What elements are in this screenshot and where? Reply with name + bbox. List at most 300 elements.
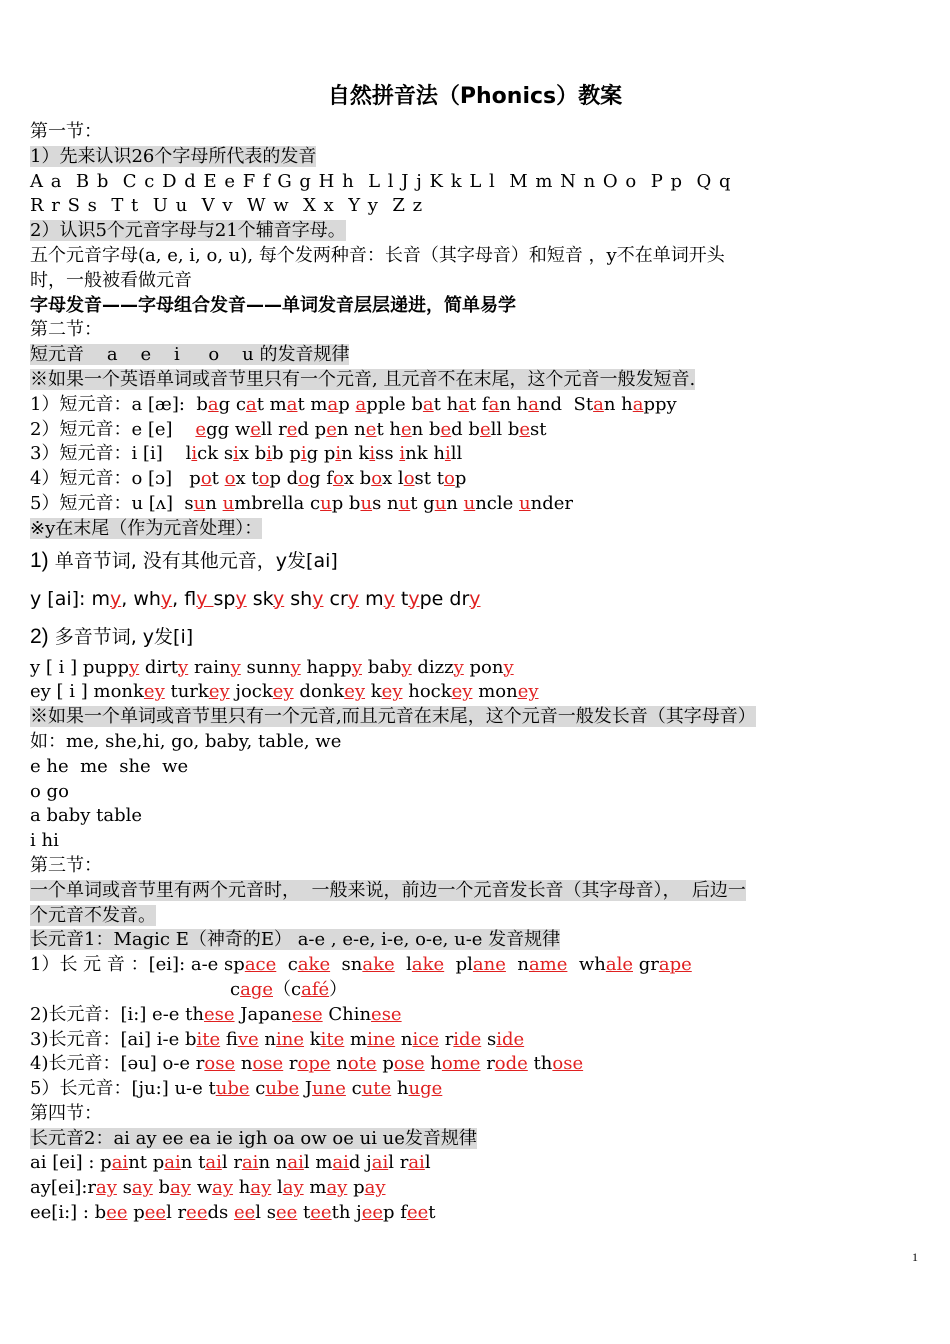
- highlighted-letters: a: [327, 393, 339, 415]
- highlighted-letters: ay: [170, 1177, 191, 1199]
- text-line: [30, 442, 920, 467]
- highlighted-letters: o: [224, 468, 236, 490]
- line-text: 单音节词, 没有其他元音，y发[ai]: [48, 549, 338, 572]
- line-text: 第一节：: [30, 121, 102, 142]
- highlighted-letters: y: [290, 656, 301, 678]
- highlighted-letters: y: [347, 587, 360, 610]
- highlighted-letters: ey: [517, 681, 539, 703]
- text-line: [30, 854, 920, 879]
- highlighted-letters: ai: [287, 1152, 304, 1174]
- text-line: [30, 1077, 920, 1102]
- line-text: rain: [188, 656, 231, 678]
- highlighted-letters: ive: [237, 1028, 259, 1050]
- line-text: 多音节词, y发[i]: [48, 625, 194, 648]
- line-text: ss: [375, 443, 400, 465]
- line-text: 2)长元音：[i:] e-e th: [30, 1003, 204, 1025]
- line-text: happ: [300, 656, 352, 678]
- highlighted-letters: ai: [408, 1152, 425, 1174]
- line-text: r: [438, 1028, 454, 1050]
- line-text: （c: [273, 978, 302, 1000]
- line-text: 时，一般被看做元音: [30, 269, 192, 291]
- line-text: n h: [499, 393, 529, 415]
- highlighted-letters: ose: [393, 1053, 425, 1075]
- line-text: l r: [166, 1202, 187, 1224]
- line-text: nt p: [128, 1152, 165, 1174]
- highlighted-letters: ace: [244, 954, 277, 976]
- highlighted-letters: y: [401, 656, 412, 678]
- highlighted-letters: ay: [131, 1177, 153, 1199]
- line-text: 字母发音——字母组合发音——单词发音层层递进，简单易学: [30, 294, 516, 316]
- highlighted-letters: ai: [371, 1152, 389, 1174]
- highlighted-letters: o: [200, 468, 212, 490]
- line-text: a baby table: [30, 805, 143, 827]
- line-text: ppy: [643, 393, 677, 415]
- line-text: m: [303, 1177, 327, 1199]
- line-text: 五个元音字母(a, e, i, o, u), 每个发两种音：长音（其字母音）和短音 ，y不在单词开头: [30, 244, 725, 266]
- highlighted-letters: ee: [276, 1202, 298, 1224]
- text-line: [30, 730, 920, 755]
- highlighted-letters: ey: [344, 681, 366, 703]
- highlighted-letters: ai: [332, 1152, 349, 1174]
- text-line: [30, 829, 920, 854]
- text-line: [30, 953, 920, 978]
- text-line: [30, 492, 920, 517]
- line-text: t: [297, 1202, 311, 1224]
- line-text: th: [527, 1053, 553, 1075]
- line-text: nd St: [538, 393, 594, 415]
- text-line: [30, 145, 920, 170]
- highlighted-letters: u: [519, 492, 531, 514]
- line-text: ai [ei] : p: [30, 1152, 112, 1174]
- text-line: [30, 804, 920, 829]
- highlighted-letters: ane: [472, 954, 506, 976]
- line-text: turk: [164, 681, 209, 703]
- highlighted-letters: y: [235, 587, 247, 610]
- highlighted-letters: y: [383, 587, 395, 610]
- line-text: t: [428, 1202, 436, 1224]
- line-text: ll r: [260, 418, 287, 440]
- line-text: hock: [402, 681, 452, 703]
- line-text: sunn: [240, 656, 291, 678]
- line-text: , fl: [172, 587, 197, 610]
- text-line: [30, 904, 920, 929]
- line-text: sh: [284, 587, 313, 610]
- line-text: h: [233, 1177, 251, 1199]
- line-text: st t: [414, 468, 444, 490]
- line-text: p: [127, 1202, 145, 1224]
- highlighted-letters: ee: [106, 1202, 128, 1224]
- line-text: b p: [272, 443, 301, 465]
- line-text: 5）短元音：u [ʌ] s: [30, 492, 194, 514]
- line-text: ※如果一个单词或音节里只有一个元音,而且元音在末尾，这个元音一般发长音（其字母音）: [30, 706, 756, 728]
- line-text: t: [211, 468, 225, 490]
- highlighted-letters: ale: [605, 954, 633, 976]
- line-text: n n: [258, 1152, 288, 1174]
- highlighted-letters: ose: [252, 1053, 284, 1075]
- highlighted-letters: a: [286, 393, 298, 415]
- highlighted-letters: ese: [204, 1003, 235, 1025]
- line-text: c: [249, 1078, 266, 1100]
- highlighted-letters: y: [196, 587, 214, 610]
- highlighted-letters: ome: [441, 1053, 481, 1075]
- highlighted-letters: u: [463, 492, 476, 514]
- line-text: ll: [450, 443, 463, 465]
- highlighted-letters: ey: [143, 681, 165, 703]
- line-text: th j: [331, 1202, 362, 1224]
- highlighted-letters: afé: [301, 978, 330, 1000]
- text-line: [30, 418, 920, 443]
- line-text: i hi: [30, 830, 59, 852]
- highlighted-letters: ute: [361, 1078, 392, 1100]
- line-text: , wh: [121, 587, 161, 610]
- line-text: m: [344, 1028, 368, 1050]
- line-text: l r: [221, 1152, 242, 1174]
- text-line: [30, 656, 920, 681]
- highlighted-letters: e: [365, 418, 377, 440]
- text-line: [30, 1176, 920, 1201]
- line-text: r: [480, 1053, 495, 1075]
- line-text: l m: [303, 1152, 333, 1174]
- highlighted-letters: y: [129, 656, 140, 678]
- line-text: n: [505, 954, 529, 976]
- line-text: g p: [306, 443, 336, 465]
- line-text: 短元音 a e i o u 的发音规律: [30, 344, 350, 366]
- text-line: [30, 780, 920, 805]
- line-text: t: [394, 587, 409, 610]
- line-text: jock: [229, 681, 273, 703]
- line-text: 一个单词或音节里有两个元音时， 一般来说，前边一个元音发长音（其字母音）， 后边一: [30, 879, 746, 901]
- highlighted-letters: ame: [528, 954, 568, 976]
- line-text: w: [190, 1177, 213, 1199]
- page-number: 1: [912, 1250, 918, 1264]
- text-line: [30, 517, 920, 542]
- line-text: p: [376, 1053, 394, 1075]
- highlighted-letters: e: [401, 418, 412, 440]
- highlighted-letters: y: [109, 587, 122, 610]
- text-line: [30, 705, 920, 730]
- highlighted-letters: a: [528, 393, 539, 415]
- line-text: l r: [388, 1152, 409, 1174]
- highlighted-letters: a: [593, 393, 604, 415]
- highlighted-letters: ai: [205, 1152, 222, 1174]
- line-text: gg w: [206, 418, 251, 440]
- highlighted-letters: ee: [186, 1202, 208, 1224]
- line-text: m: [359, 587, 384, 610]
- line-text: n: [395, 1028, 413, 1050]
- line-text: 1）先来认识26个字母所代表的发音: [30, 145, 317, 167]
- highlighted-letters: o: [443, 468, 455, 490]
- highlighted-letters: ee: [361, 1202, 384, 1224]
- highlighted-letters: ay: [326, 1177, 348, 1199]
- highlighted-letters: y: [230, 656, 241, 678]
- highlighted-letters: ee: [406, 1202, 429, 1224]
- text-line: [30, 928, 920, 953]
- line-text: p b: [331, 492, 361, 514]
- line-text: s n: [372, 492, 399, 514]
- highlighted-letters: ake: [411, 954, 445, 976]
- line-text: mon: [472, 681, 518, 703]
- highlighted-letters: ai: [164, 1152, 181, 1174]
- line-text: sn: [330, 954, 363, 976]
- line-text: pl: [444, 954, 473, 976]
- highlighted-letters: u: [398, 492, 411, 514]
- line-text: x b: [343, 468, 372, 490]
- highlighted-letters: y: [312, 587, 324, 610]
- line-text: donk: [293, 681, 345, 703]
- highlighted-letters: ay: [250, 1177, 272, 1199]
- line-text: pon: [463, 656, 504, 678]
- line-text: ck s: [197, 443, 234, 465]
- line-text: t h: [433, 393, 459, 415]
- line-text: c: [345, 1078, 362, 1100]
- line-text: 个元音不发音。: [30, 904, 156, 926]
- line-text: s: [481, 1028, 497, 1050]
- text-line: [30, 368, 920, 393]
- highlighted-letters: i: [266, 443, 273, 465]
- highlighted-letters: u: [320, 492, 332, 514]
- line-text: k: [304, 1028, 321, 1050]
- line-text: t m: [256, 393, 287, 415]
- line-text: p f: [383, 1202, 407, 1224]
- line-text: ※y在末尾（作为元音处理）：: [30, 517, 263, 539]
- line-text: l: [271, 1177, 283, 1199]
- line-text: mbrella c: [234, 492, 321, 514]
- text-line: [30, 978, 920, 1003]
- highlighted-letters: ay: [212, 1177, 234, 1199]
- text-line: [30, 244, 920, 269]
- line-text: 1）短元音：a [æ]: b: [30, 393, 208, 415]
- highlighted-letters: a: [632, 393, 644, 415]
- highlighted-letters: ape: [658, 954, 692, 976]
- highlighted-letters: u: [222, 492, 235, 514]
- line-text: wh: [567, 954, 606, 976]
- line-text: t m: [297, 393, 328, 415]
- line-text: bab: [362, 656, 402, 678]
- line-text: nk h: [405, 443, 445, 465]
- highlighted-letters: e: [250, 418, 261, 440]
- line-text: 3)长元音：[ai] i-e b: [30, 1028, 197, 1050]
- highlighted-letters: o: [298, 468, 310, 490]
- line-text: st: [530, 418, 547, 440]
- highlighted-letters: e: [195, 418, 207, 440]
- highlighted-letters: e: [440, 418, 452, 440]
- text-line: [30, 1052, 920, 1077]
- highlighted-letters: a: [488, 393, 500, 415]
- line-text: 第二节：: [30, 319, 102, 341]
- highlighted-letters: y: [178, 656, 189, 678]
- line-text: A a B b C c D d E e F f G g H h L l J j K k L l M m N n O o P p Q q: [30, 170, 732, 192]
- line-text: cr: [323, 587, 348, 610]
- text-line: [30, 680, 920, 705]
- line-text: p: [454, 468, 467, 490]
- line-text: ee[i:] : b: [30, 1202, 107, 1224]
- line-text: g c: [218, 393, 246, 415]
- document-body: [30, 120, 920, 1226]
- line-text: f: [220, 1028, 238, 1050]
- highlighted-letters: y: [469, 587, 481, 610]
- line-text: 1）长 元 音 ：[ei]: a-e sp: [30, 954, 245, 976]
- line-text: Chin: [322, 1003, 372, 1025]
- line-text: n h: [603, 393, 633, 415]
- highlighted-letters: u: [434, 492, 447, 514]
- highlighted-letters: e: [286, 418, 298, 440]
- highlighted-letters: ope: [297, 1053, 331, 1075]
- line-text: n: [446, 492, 464, 514]
- page-title: 自然拼音法（Phonics）教案: [327, 84, 623, 109]
- line-text: 2）短元音：e [e]: [30, 418, 196, 440]
- line-text: n: [258, 1028, 277, 1050]
- line-text: h: [424, 1053, 442, 1075]
- line-text: c: [230, 978, 241, 1000]
- text-line: [30, 467, 920, 492]
- line-text: ll b: [490, 418, 520, 440]
- line-text: c: [276, 954, 298, 976]
- highlighted-letters: ode: [494, 1053, 528, 1075]
- highlighted-letters: i: [233, 443, 239, 465]
- text-line: [30, 1151, 920, 1176]
- line-text: dizz: [411, 656, 454, 678]
- line-text: 5）长元音：[ju:] u-e t: [30, 1078, 216, 1100]
- text-line: [30, 755, 920, 780]
- line-text: ey [ i ] monk: [30, 681, 144, 703]
- highlighted-letters: ake: [297, 954, 331, 976]
- line-text: x t: [235, 468, 259, 490]
- line-text: pe dr: [419, 587, 470, 610]
- line-text: 4）短元音：o [ɔ] p: [30, 468, 201, 490]
- line-text: ncle: [475, 492, 520, 514]
- highlighted-letters: a: [422, 393, 434, 415]
- text-line: [30, 580, 920, 618]
- line-text: x l: [382, 468, 404, 490]
- line-text: 如：me, she,hi, go, baby, table, we: [30, 730, 342, 752]
- line-text: 长元音1：Magic E（神奇的E） a-e , e-e, i-e, o-e, u-e 发音规律: [30, 929, 561, 951]
- highlighted-letters: ai: [111, 1152, 129, 1174]
- highlighted-letters: i: [300, 443, 307, 465]
- highlighted-letters: une: [312, 1078, 346, 1100]
- highlighted-letters: ay: [282, 1177, 304, 1199]
- line-text: dirt: [139, 656, 179, 678]
- line-text: ※如果一个英语单词或音节里只有一个元音, 且元音不在末尾，这个元音一般发短音.: [30, 368, 696, 390]
- line-text: 第三节：: [30, 854, 102, 876]
- highlighted-letters: ine: [276, 1028, 305, 1050]
- highlighted-letters: ine: [367, 1028, 396, 1050]
- line-text: p d: [269, 468, 299, 490]
- highlighted-letters: y: [160, 587, 173, 610]
- line-text: n: [330, 1053, 348, 1075]
- highlighted-letters: ey: [272, 681, 294, 703]
- highlighted-letters: ide: [453, 1028, 482, 1050]
- text-line: [30, 393, 920, 418]
- text-line: [30, 294, 920, 319]
- highlighted-letters: e: [519, 418, 531, 440]
- line-text: n k: [341, 443, 370, 465]
- line-text: r: [283, 1053, 298, 1075]
- list-number: 1): [30, 548, 49, 572]
- line-text: 第四节：: [30, 1102, 102, 1124]
- highlighted-letters: a: [207, 393, 219, 415]
- highlighted-letters: i: [444, 443, 451, 465]
- line-text: ）: [329, 978, 348, 1000]
- line-text: y [ i ] pupp: [30, 656, 130, 678]
- line-text: l: [424, 1152, 431, 1174]
- text-line: [30, 618, 920, 656]
- highlighted-letters: a: [355, 393, 367, 415]
- line-text: o go: [30, 780, 69, 802]
- text-line: [30, 879, 920, 904]
- highlighted-letters: y: [503, 656, 514, 678]
- highlighted-letters: i: [369, 443, 376, 465]
- highlighted-letters: y: [351, 656, 362, 678]
- text-line: [30, 194, 920, 219]
- text-line: [30, 219, 920, 244]
- highlighted-letters: ay: [364, 1177, 386, 1199]
- highlighted-letters: u: [360, 492, 373, 514]
- highlighted-letters: ese: [371, 1003, 402, 1025]
- highlighted-letters: o: [332, 468, 344, 490]
- highlighted-letters: ote: [347, 1053, 377, 1075]
- line-text: 长元音2：ai ay ee ea ie igh oa ow oe ui ue发音规律: [30, 1127, 477, 1149]
- text-line: [30, 170, 920, 195]
- line-text: n: [235, 1053, 253, 1075]
- line-text: d j: [348, 1152, 372, 1174]
- line-text: y [ai]: m: [30, 587, 110, 610]
- line-text: sp: [213, 587, 236, 610]
- text-line: [30, 1028, 920, 1053]
- highlighted-letters: ee: [144, 1202, 167, 1224]
- line-text: 4)长元音：[əu] o-e r: [30, 1053, 205, 1075]
- highlighted-letters: ake: [362, 954, 395, 976]
- line-text: 3）短元音：i [i] l: [30, 443, 192, 465]
- line-text: p: [338, 393, 356, 415]
- line-text: s: [116, 1177, 132, 1199]
- line-text: n: [205, 492, 223, 514]
- highlighted-letters: ose: [204, 1053, 236, 1075]
- line-text: pple b: [366, 393, 423, 415]
- text-line: [30, 318, 920, 343]
- highlighted-letters: o: [258, 468, 270, 490]
- line-text: d p: [297, 418, 327, 440]
- highlighted-letters: ay: [96, 1177, 117, 1199]
- line-text: gr: [633, 954, 659, 976]
- highlighted-letters: a: [458, 393, 469, 415]
- highlighted-letters: uge: [408, 1078, 443, 1100]
- highlighted-letters: ey: [451, 681, 473, 703]
- line-text: Japan: [234, 1003, 293, 1025]
- text-line: [30, 1127, 920, 1152]
- highlighted-letters: ite: [320, 1028, 345, 1050]
- line-text: t h: [376, 418, 401, 440]
- line-text: e he me she we: [30, 755, 189, 777]
- highlighted-letters: y: [453, 656, 464, 678]
- highlighted-letters: ice: [412, 1028, 439, 1050]
- highlighted-letters: e: [479, 418, 491, 440]
- highlighted-letters: ite: [196, 1028, 221, 1050]
- line-text: 2）认识5个元音字母与21个辅音字母。: [30, 220, 346, 242]
- highlighted-letters: ese: [292, 1003, 323, 1025]
- text-line: [30, 1003, 920, 1028]
- line-text: n t: [180, 1152, 206, 1174]
- highlighted-letters: o: [371, 468, 383, 490]
- line-text: ay[ei]:r: [30, 1177, 97, 1199]
- line-text: R r S s T t U u V v W w X x Y y Z z: [30, 195, 424, 217]
- line-text: J: [299, 1078, 313, 1100]
- line-text: g f: [309, 468, 333, 490]
- highlighted-letters: ai: [241, 1152, 259, 1174]
- highlighted-letters: o: [403, 468, 415, 490]
- highlighted-letters: ide: [496, 1028, 525, 1050]
- text-line: [30, 542, 920, 580]
- text-line: [30, 120, 920, 145]
